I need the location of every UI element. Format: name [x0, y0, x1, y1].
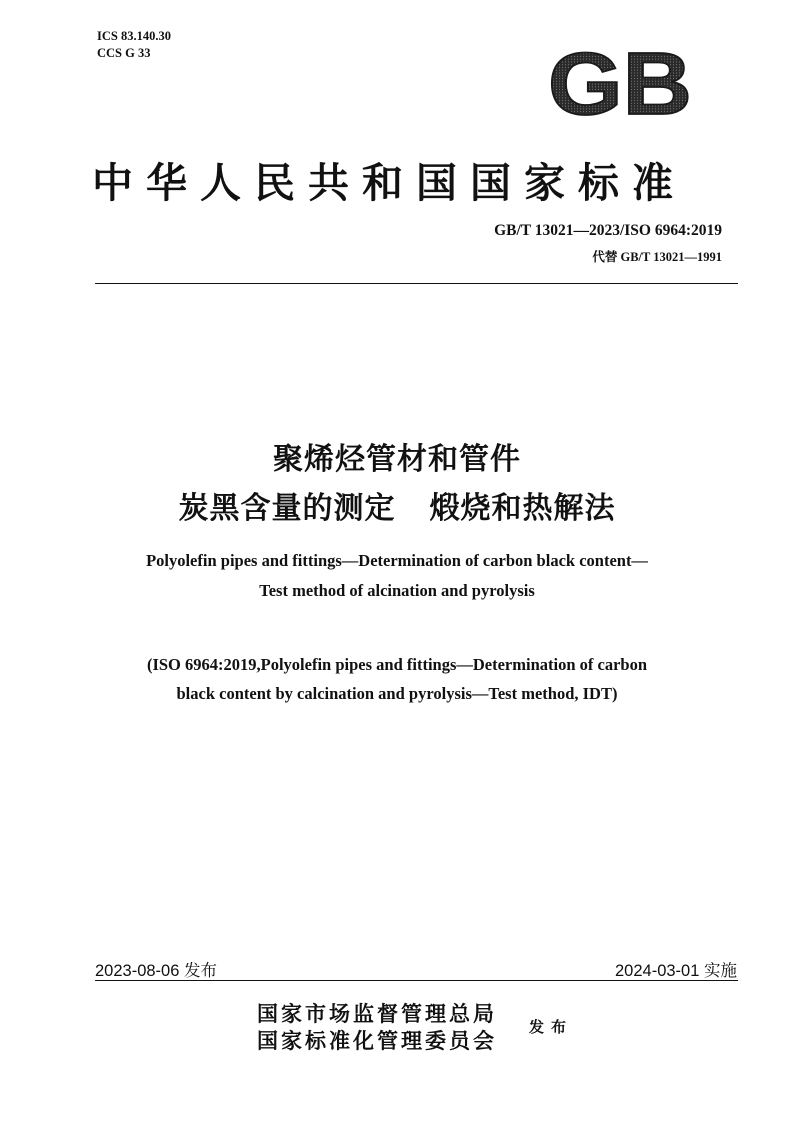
classification-codes: [97, 28, 171, 62]
implement-date: 2024-03-01 实施: [615, 962, 737, 980]
national-standard-title: 中华人民共和国国家标准: [92, 160, 686, 206]
ics-code: ICS 83.140.30: [97, 29, 171, 43]
iso-reference-line-2: black content by calcination and pyrolysis—Test method, IDT): [176, 684, 618, 703]
chinese-title-part-2: 煅烧和热解法: [429, 492, 616, 525]
ccs-code: CCS G 33: [97, 46, 151, 60]
english-title-line-2: Test method of alcination and pyrolysis: [259, 581, 535, 600]
standard-number: GB/T 13021—2023/ISO 6964:2019: [494, 222, 722, 239]
issuing-authorities: [257, 1001, 497, 1055]
chinese-title-part-1: 炭黑含量的测定: [178, 492, 396, 525]
issuer-sac: 国家标准化管理委员会: [257, 1029, 497, 1053]
iso-reference-line-1: (ISO 6964:2019,Polyolefin pipes and fittings—Determination of carbon: [146, 655, 648, 674]
english-title-line-1: Polyolefin pipes and fittings—Determination of carbon black content—: [146, 551, 648, 570]
replaces-standard: 代替 GB/T 13021—1991: [592, 250, 722, 264]
gb-logo: [540, 44, 700, 126]
bottom-divider: [95, 980, 738, 981]
top-divider: [95, 283, 738, 284]
gb-logo-text: GB: [548, 44, 692, 126]
issue-label: 发布: [529, 1020, 574, 1036]
issuer-samr: 国家市场监督管理总局: [257, 1002, 497, 1026]
chinese-title-line-1: 聚烯烃管材和管件: [273, 443, 521, 476]
chinese-title-line-2: [0, 483, 794, 527]
publish-date: 2023-08-06 发布: [95, 962, 217, 980]
